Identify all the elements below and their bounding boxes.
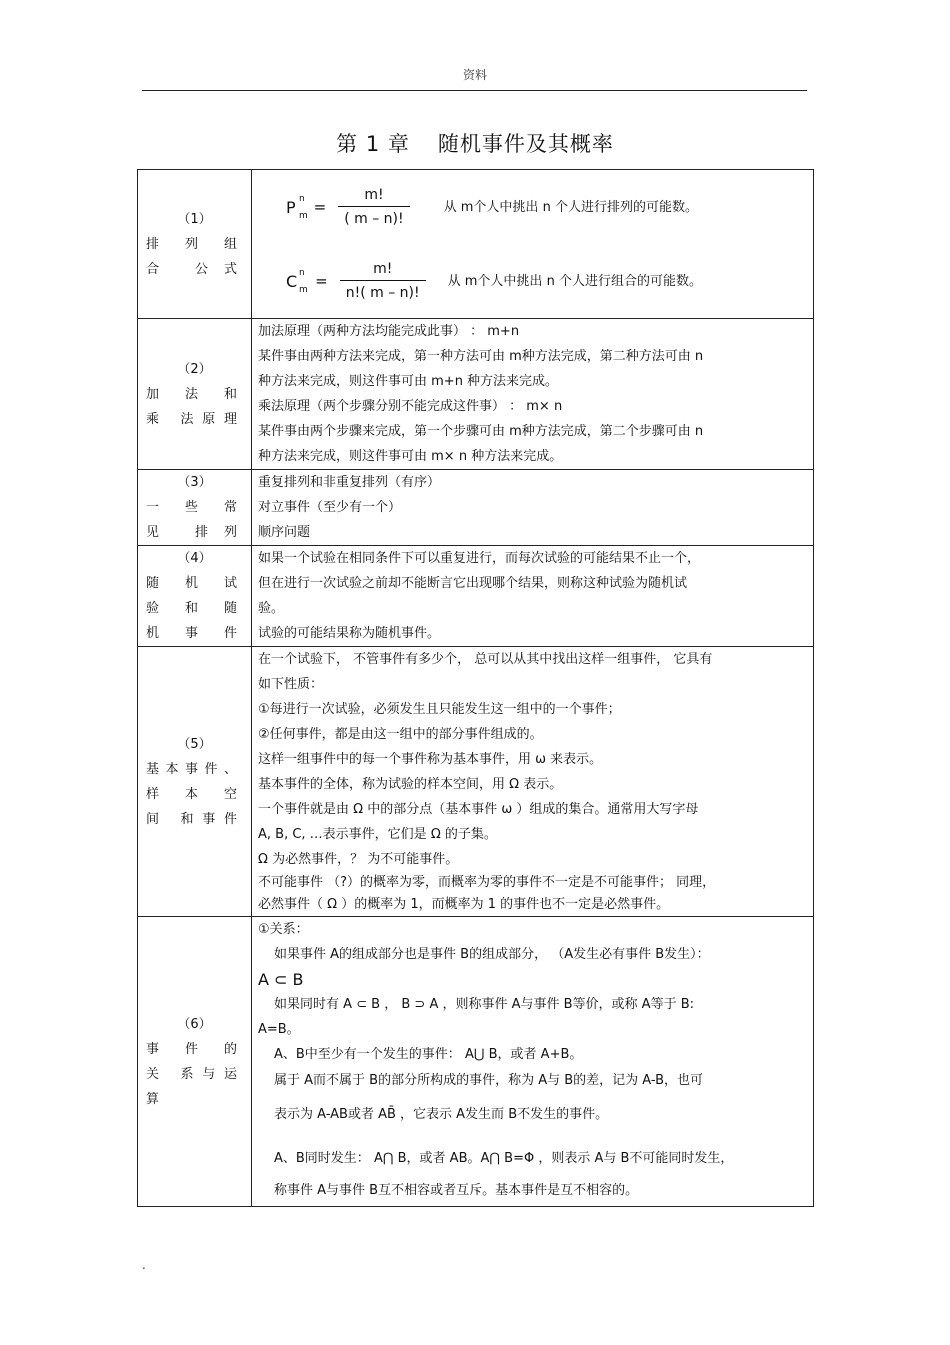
row-label-cell <box>138 546 252 647</box>
text-line: 在一个试验下， 不管事件有多少个， 总可以从其中找出这样一组事件， 它具有 <box>258 652 713 667</box>
table-row <box>138 470 814 546</box>
row-content-cell <box>252 319 814 470</box>
row-content-cell <box>252 647 814 917</box>
text-line: 顺序问题 <box>258 525 311 540</box>
formula-sub: m <box>299 285 308 295</box>
text-line: 但在进行一次试验之前却不能断言它出现哪个结果，则称这种试验为随机试 <box>258 576 688 591</box>
table-row <box>138 917 814 1207</box>
row-label: 事 件 的 关 系与运算 <box>146 1041 243 1107</box>
text-line: 某件事由两个步骤来完成，第一个步骤可由 m种方法完成，第二个步骤可由 n <box>258 424 704 439</box>
text-line: 试验的可能结果称为随机事件。 <box>258 626 441 641</box>
row-label: 一 些 常 见 排列 <box>146 500 243 540</box>
text-line: 属于 A而不属于 B的部分所构成的事件，称为 A与 B的差，记为 A-B，也可 <box>274 1073 704 1088</box>
formula-symbol: C <box>286 272 298 291</box>
text-line: ①关系： <box>258 922 309 937</box>
page-header: 资料 <box>462 68 487 82</box>
row-number: （5） <box>177 736 212 752</box>
table-row <box>138 647 814 917</box>
text-line: 如果一个试验在相同条件下可以重复进行，而每次试验的可能结果不止一个， <box>258 551 701 566</box>
row-content-cell <box>252 546 814 647</box>
row-content-cell <box>252 470 814 546</box>
text-line: A=B。 <box>258 1022 300 1037</box>
formula-symbol: P <box>286 198 296 217</box>
formula-sup: n <box>299 268 305 278</box>
text-line: 如果同时有 A ⊂ B ， B ⊃ A ，则称事件 A与事件 B等价，或称 A等于 B: <box>274 997 694 1012</box>
text-line: 对立事件（至少有一个） <box>258 500 402 515</box>
text-line: 必然事件（ Ω ）的概率为 1，而概率为 1 的事件也不一定是必然事件。 <box>258 897 670 912</box>
text-line: A、B中至少有一个发生的事件： A⋃ B，或者 A+B。 <box>274 1047 583 1062</box>
row-content-cell <box>252 170 814 319</box>
fraction-numerator: m! <box>373 261 393 277</box>
text-line: Ω 为必然事件，？ 为不可能事件。 <box>258 852 459 867</box>
row-label-cell <box>138 917 252 1207</box>
row-label-cell <box>138 470 252 546</box>
text-line: 称事件 A与事件 B互不相容或者互斥。基本事件是互不相容的。 <box>274 1183 639 1198</box>
row-content-cell <box>252 917 814 1207</box>
formula-sub: m <box>299 211 308 221</box>
header-divider <box>142 90 807 91</box>
text-line: 种方法来完成，则这件事可由 m+n 种方法来完成。 <box>258 374 559 389</box>
text-line: 表示为 A-AB或者 AB̄ ，它表示 A发生而 B不发生的事件。 <box>274 1107 609 1122</box>
row-number: （6） <box>177 1016 212 1032</box>
table-row <box>138 546 814 647</box>
fraction <box>338 184 409 231</box>
formula-description: 从 m个人中挑出 n 个人进行排列的可能数。 <box>443 200 698 215</box>
row-number: （1） <box>177 211 212 227</box>
row-label: 排 列 组 合 公式 <box>146 236 243 277</box>
row-label: 加 法 和 乘 法原理 <box>146 386 243 427</box>
row-label: 随 机 试 验 和 随 机 事 件 <box>146 576 243 641</box>
row-label-cell <box>138 170 252 319</box>
chapter-name: 随机事件及其概率 <box>437 132 614 156</box>
text-line: 重复排列和非重复排列（有序） <box>258 475 441 490</box>
text-line: A ⊂ B <box>258 970 304 989</box>
text-line: 如果事件 A的组成部分也是事件 B的组成部分， （A发生必有事件 B发生）： <box>274 947 710 962</box>
footer-mark: . <box>142 1258 146 1272</box>
text-line: ①每进行一次试验，必须发生且只能发生这一组中的一个事件； <box>258 702 621 717</box>
summary-table <box>137 169 814 1207</box>
row-number: （3） <box>177 475 212 490</box>
row-number: （2） <box>177 361 212 377</box>
text-line: ②任何事件，都是由这一组中的部分事件组成的。 <box>258 727 543 742</box>
fraction <box>340 258 426 305</box>
formula-description: 从 m个人中挑出 n 个人进行组合的可能数。 <box>447 274 702 289</box>
fraction-denominator: ( m – n)! <box>338 206 409 231</box>
table-row <box>138 170 814 319</box>
row-number: （4） <box>177 551 212 566</box>
text-line: A, B, C, …表示事件，它们是 Ω 的子集。 <box>258 827 497 842</box>
text-line: 乘法原理（两个步骤分别不能完成这件事） ： m× n <box>258 399 563 414</box>
text-line: 如下性质： <box>258 677 324 692</box>
text-line: 不可能事件 （?）的概率为零，而概率为零的事件不一定是不可能事件； 同理， <box>258 875 716 890</box>
equals-sign: = <box>315 272 328 290</box>
chapter-number: 第 1 章 <box>336 132 410 156</box>
formula-sup: n <box>299 194 305 204</box>
fraction-denominator: n!( m – n)! <box>340 280 426 305</box>
text-line: 种方法来完成，则这件事可由 m× n 种方法来完成。 <box>258 449 563 464</box>
chapter-title <box>0 128 950 158</box>
text-line: A、B同时发生： A⋂ B，或者 AB。A⋂ B=Φ ，则表示 A与 B不可能同时发生， <box>274 1151 734 1166</box>
table-row <box>138 319 814 470</box>
text-line: 基本事件的全体，称为试验的样本空间，用 Ω 表示。 <box>258 777 563 792</box>
row-label: 基本事件、 样 本 空 间 和事件 <box>146 761 243 827</box>
combination-formula <box>286 258 702 305</box>
row-label-cell <box>138 647 252 917</box>
permutation-formula <box>286 184 698 231</box>
text-line: 某件事由两种方法来完成，第一种方法可由 m种方法完成，第二种方法可由 n <box>258 349 704 364</box>
fraction-numerator: m! <box>364 187 384 203</box>
text-line: 加法原理（两种方法均能完成此事） ： m+n <box>258 324 520 339</box>
row-label-cell <box>138 319 252 470</box>
equals-sign: = <box>313 198 327 216</box>
text-line: 一个事件就是由 Ω 中的部分点（基本事件 ω ）组成的集合。通常用大写字母 <box>258 802 699 817</box>
text-line: 验。 <box>258 601 285 616</box>
text-line: 这样一组事件中的每一个事件称为基本事件，用 ω 来表示。 <box>258 752 603 767</box>
